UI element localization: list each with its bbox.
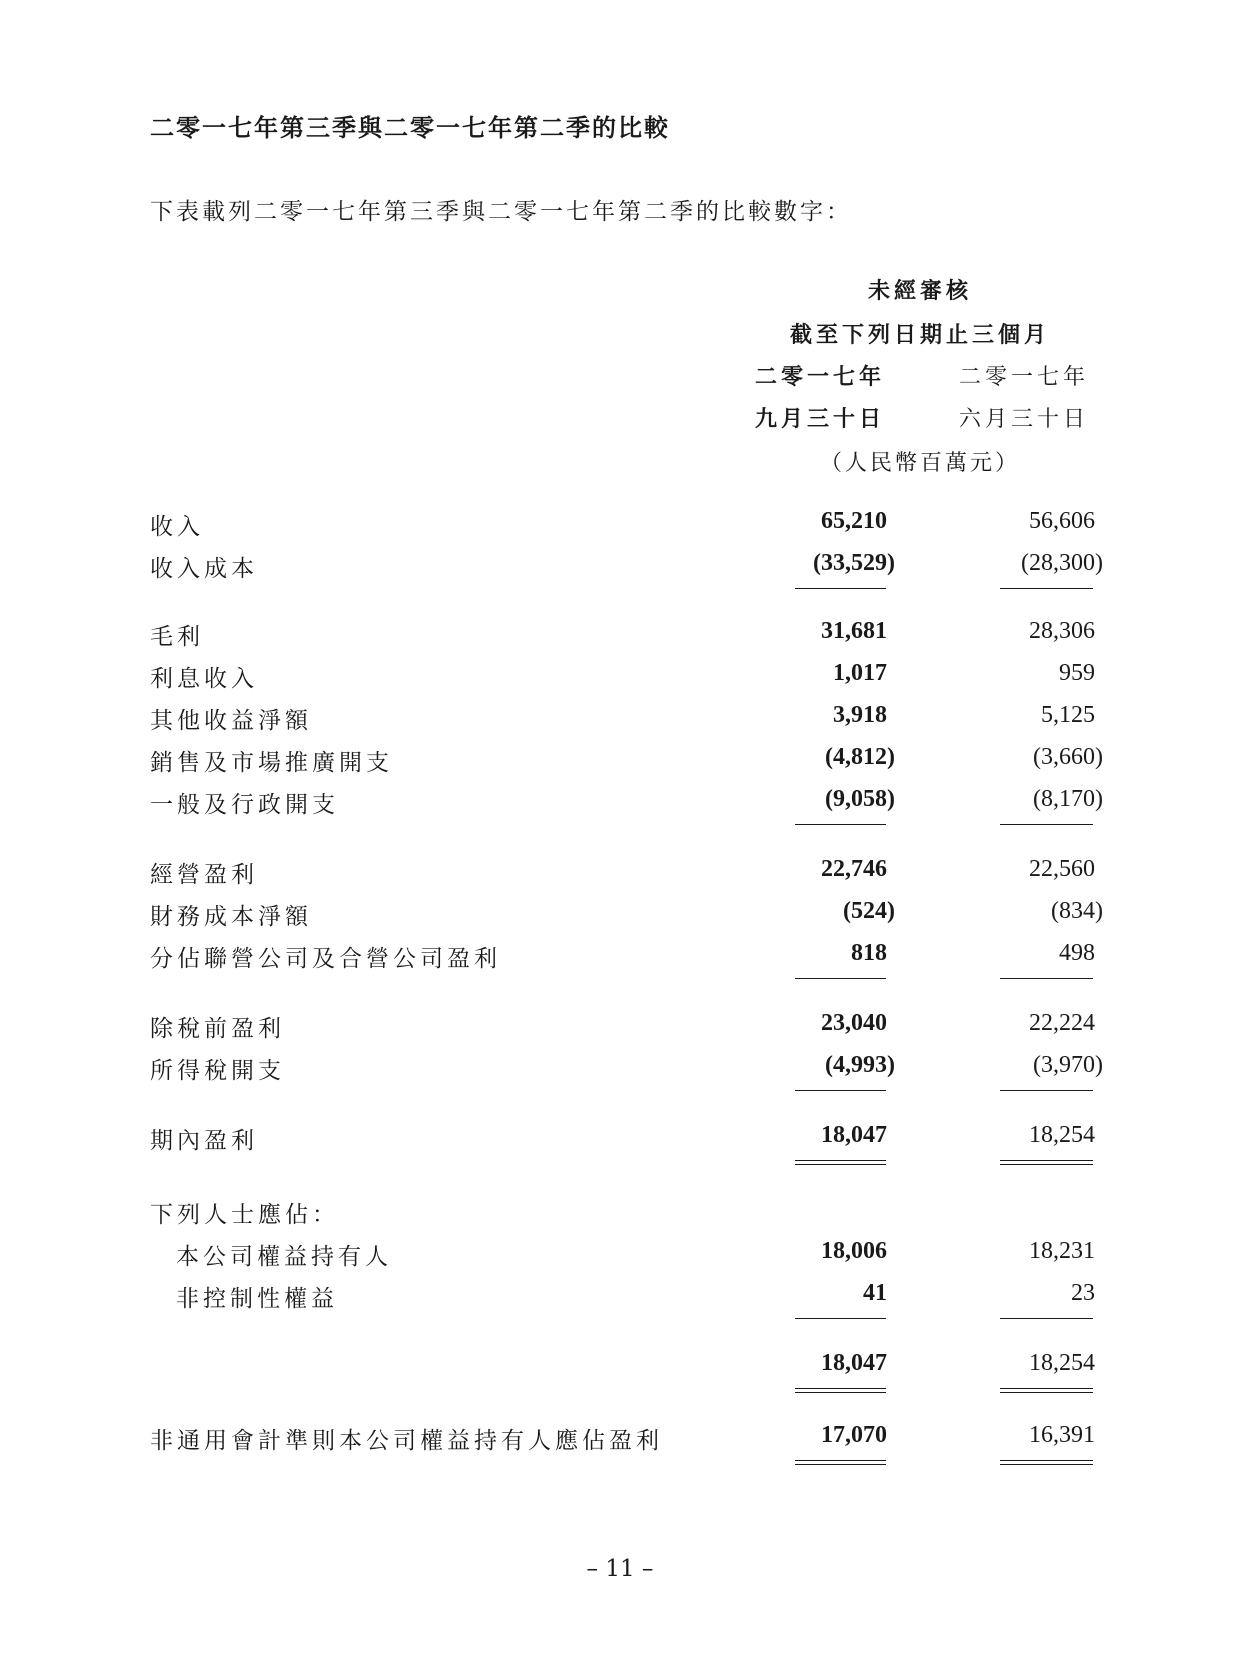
row-label: 期內盈利: [150, 1128, 258, 1154]
row-label: 經營盈利: [150, 862, 258, 888]
row-value-q3: 22,746: [821, 856, 887, 882]
header-col2-date: 六月三十日: [958, 407, 1089, 432]
row-value-q2: 498: [1059, 940, 1095, 966]
row-label: 利息收入: [150, 666, 258, 692]
section-title: 二零一七年第三季與二零一七年第二季的比較: [150, 114, 670, 142]
subtotal-rule: [795, 824, 886, 825]
row-label: 所得稅開支: [150, 1058, 285, 1084]
subtotal-rule: [795, 1318, 886, 1319]
row-value-q2: 23: [1071, 1280, 1095, 1306]
subtotal-rule: [795, 978, 886, 979]
total-double-rule: [795, 1160, 886, 1165]
row-label: 其他收益淨額: [150, 708, 312, 734]
row-value-q3: 1,017: [833, 660, 887, 686]
row-label: 非控制性權益: [176, 1286, 338, 1312]
row-value-q3: 3,918: [833, 702, 887, 728]
row-value-q2: (3,660): [1033, 744, 1103, 770]
row-label: 本公司權益持有人: [176, 1244, 392, 1270]
row-value-q2: 16,391: [1029, 1422, 1095, 1448]
row-label: 毛利: [150, 624, 204, 650]
total-double-rule: [795, 1460, 886, 1465]
row-value-q3: (4,812): [825, 744, 895, 770]
row-value-q2: 18,254: [1029, 1350, 1095, 1376]
row-value-q2: 18,231: [1029, 1238, 1095, 1264]
header-unit: （人民幣百萬元）: [819, 451, 1020, 476]
header-period: 截至下列日期止三個月: [789, 323, 1050, 348]
row-value-q3: 41: [863, 1280, 887, 1306]
row-value-q3: (33,529): [813, 550, 895, 576]
total-double-rule: [795, 1388, 886, 1393]
subtotal-rule: [1000, 1318, 1093, 1319]
row-value-q3: 65,210: [821, 508, 887, 534]
subtotal-rule: [795, 588, 886, 589]
row-value-q3: 18,047: [821, 1350, 887, 1376]
row-value-q3: 18,047: [821, 1122, 887, 1148]
subtotal-rule: [1000, 588, 1093, 589]
subtotal-rule: [1000, 824, 1093, 825]
row-value-q3: 23,040: [821, 1010, 887, 1036]
row-value-q3: (4,993): [825, 1052, 895, 1078]
row-value-q2: 959: [1059, 660, 1095, 686]
total-double-rule: [1000, 1460, 1093, 1465]
row-label: 下列人士應佔：: [150, 1202, 339, 1228]
row-label: 分佔聯營公司及合營公司盈利: [150, 946, 501, 972]
row-value-q2: 18,254: [1029, 1122, 1095, 1148]
intro-text: 下表載列二零一七年第三季與二零一七年第二季的比較數字：: [150, 199, 852, 225]
page-number: – 11 –: [586, 1556, 654, 1582]
total-double-rule: [1000, 1388, 1093, 1393]
row-value-q3: 17,070: [821, 1422, 887, 1448]
total-double-rule: [1000, 1160, 1093, 1165]
row-label: 一般及行政開支: [150, 792, 339, 818]
row-value-q2: 22,560: [1029, 856, 1095, 882]
subtotal-rule: [1000, 978, 1093, 979]
row-value-q2: 5,125: [1041, 702, 1095, 728]
header-audit-status: 未經審核: [867, 279, 972, 304]
row-value-q3: (524): [843, 898, 895, 924]
row-value-q2: (834): [1051, 898, 1103, 924]
row-value-q3: 818: [851, 940, 887, 966]
subtotal-rule: [1000, 1090, 1093, 1091]
row-label: 收入成本: [150, 556, 258, 582]
row-value-q2: 56,606: [1029, 508, 1095, 534]
header-col2-year: 二零一七年: [958, 365, 1089, 390]
subtotal-rule: [795, 1090, 886, 1091]
row-value-q2: (3,970): [1033, 1052, 1103, 1078]
row-value-q2: (28,300): [1021, 550, 1103, 576]
row-value-q2: (8,170): [1033, 786, 1103, 812]
row-label: 除稅前盈利: [150, 1016, 285, 1042]
row-value-q3: 31,681: [821, 618, 887, 644]
row-value-q3: (9,058): [825, 786, 895, 812]
row-value-q2: 22,224: [1029, 1010, 1095, 1036]
row-value-q3: 18,006: [821, 1238, 887, 1264]
row-label: 財務成本淨額: [150, 904, 312, 930]
row-label: 非通用會計準則本公司權益持有人應佔盈利: [150, 1428, 663, 1454]
row-value-q2: 28,306: [1029, 618, 1095, 644]
row-label: 收入: [150, 514, 204, 540]
row-label: 銷售及市場推廣開支: [150, 750, 393, 776]
header-col1-year: 二零一七年: [754, 365, 885, 390]
header-col1-date: 九月三十日: [754, 407, 885, 432]
